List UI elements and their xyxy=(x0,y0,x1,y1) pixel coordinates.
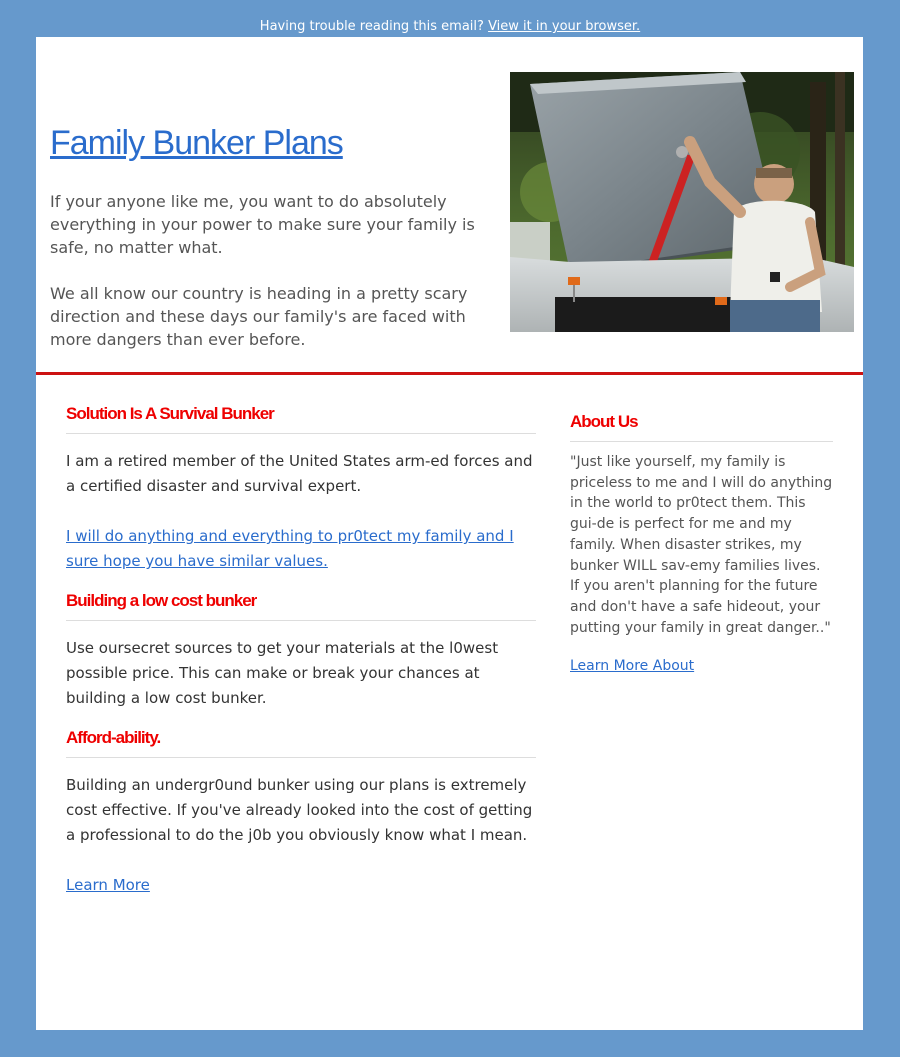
section-heading: Afford-ability. xyxy=(66,727,536,758)
hero-paragraph-1: If your anyone like me, you want to do absolutely everything in your power to make sure your family is safe, no matter what. xyxy=(50,192,475,257)
section-survival-bunker xyxy=(66,403,536,574)
preheader-bar xyxy=(0,18,900,36)
learn-more-link[interactable]: Learn More xyxy=(66,876,150,894)
section-body xyxy=(66,449,536,574)
section-text: Use oursecret sources to get your materials at the l0west possible price. This can make or break your chances at building a low cost bunker. xyxy=(66,639,499,707)
section-body xyxy=(66,773,536,898)
view-in-browser-link[interactable]: View it in your browser. xyxy=(488,19,641,34)
hero-paragraph-2: We all know our country is heading in a pretty scary direction and these days our family's are faced with more dangers than ever before. xyxy=(50,284,468,349)
section-text: I am a retired member of the United States arm-ed forces and a certified disaster and survival expert. xyxy=(66,452,533,495)
email-card xyxy=(36,37,863,1030)
section-heading: Solution Is A Survival Bunker xyxy=(66,403,536,434)
hero-divider xyxy=(36,372,863,375)
sidebar-about xyxy=(570,411,833,674)
bunker-hatch-photo xyxy=(510,72,854,332)
preheader-text: Having trouble reading this email? xyxy=(259,19,489,34)
section-body xyxy=(66,636,536,711)
about-heading: About Us xyxy=(570,411,833,442)
hero-title-link[interactable]: Family Bunker Plans xyxy=(50,124,343,162)
section-low-cost-bunker xyxy=(66,590,536,711)
section-affordability xyxy=(66,727,536,898)
section-text: Building an undergr0und bunker using our plans is extremely cost effective. If you've already looked into the cost of getting a professional to do the j0b you obviously know what I mean. xyxy=(66,776,533,844)
about-quote-text: "Just like yourself, my family is priceless to me and I will do anything in the world to pr0tect them. This gui-de is perfect for me and my family. When disaster strikes, my bunker WILL sav-emy families lives. If you aren't planning for the future and don't have a safe hideout, your putting your family in great danger.." xyxy=(570,454,833,636)
hero-section xyxy=(36,37,863,372)
hero-intro xyxy=(50,190,512,374)
protect-family-link[interactable]: I will do anything and everything to pr0tect my family and I sure hope you have similar values. xyxy=(66,527,514,570)
section-heading: Building a low cost bunker xyxy=(66,590,536,621)
learn-more-about-link[interactable]: Learn More About xyxy=(570,658,695,675)
main-column xyxy=(66,403,536,914)
about-quote xyxy=(570,452,833,638)
